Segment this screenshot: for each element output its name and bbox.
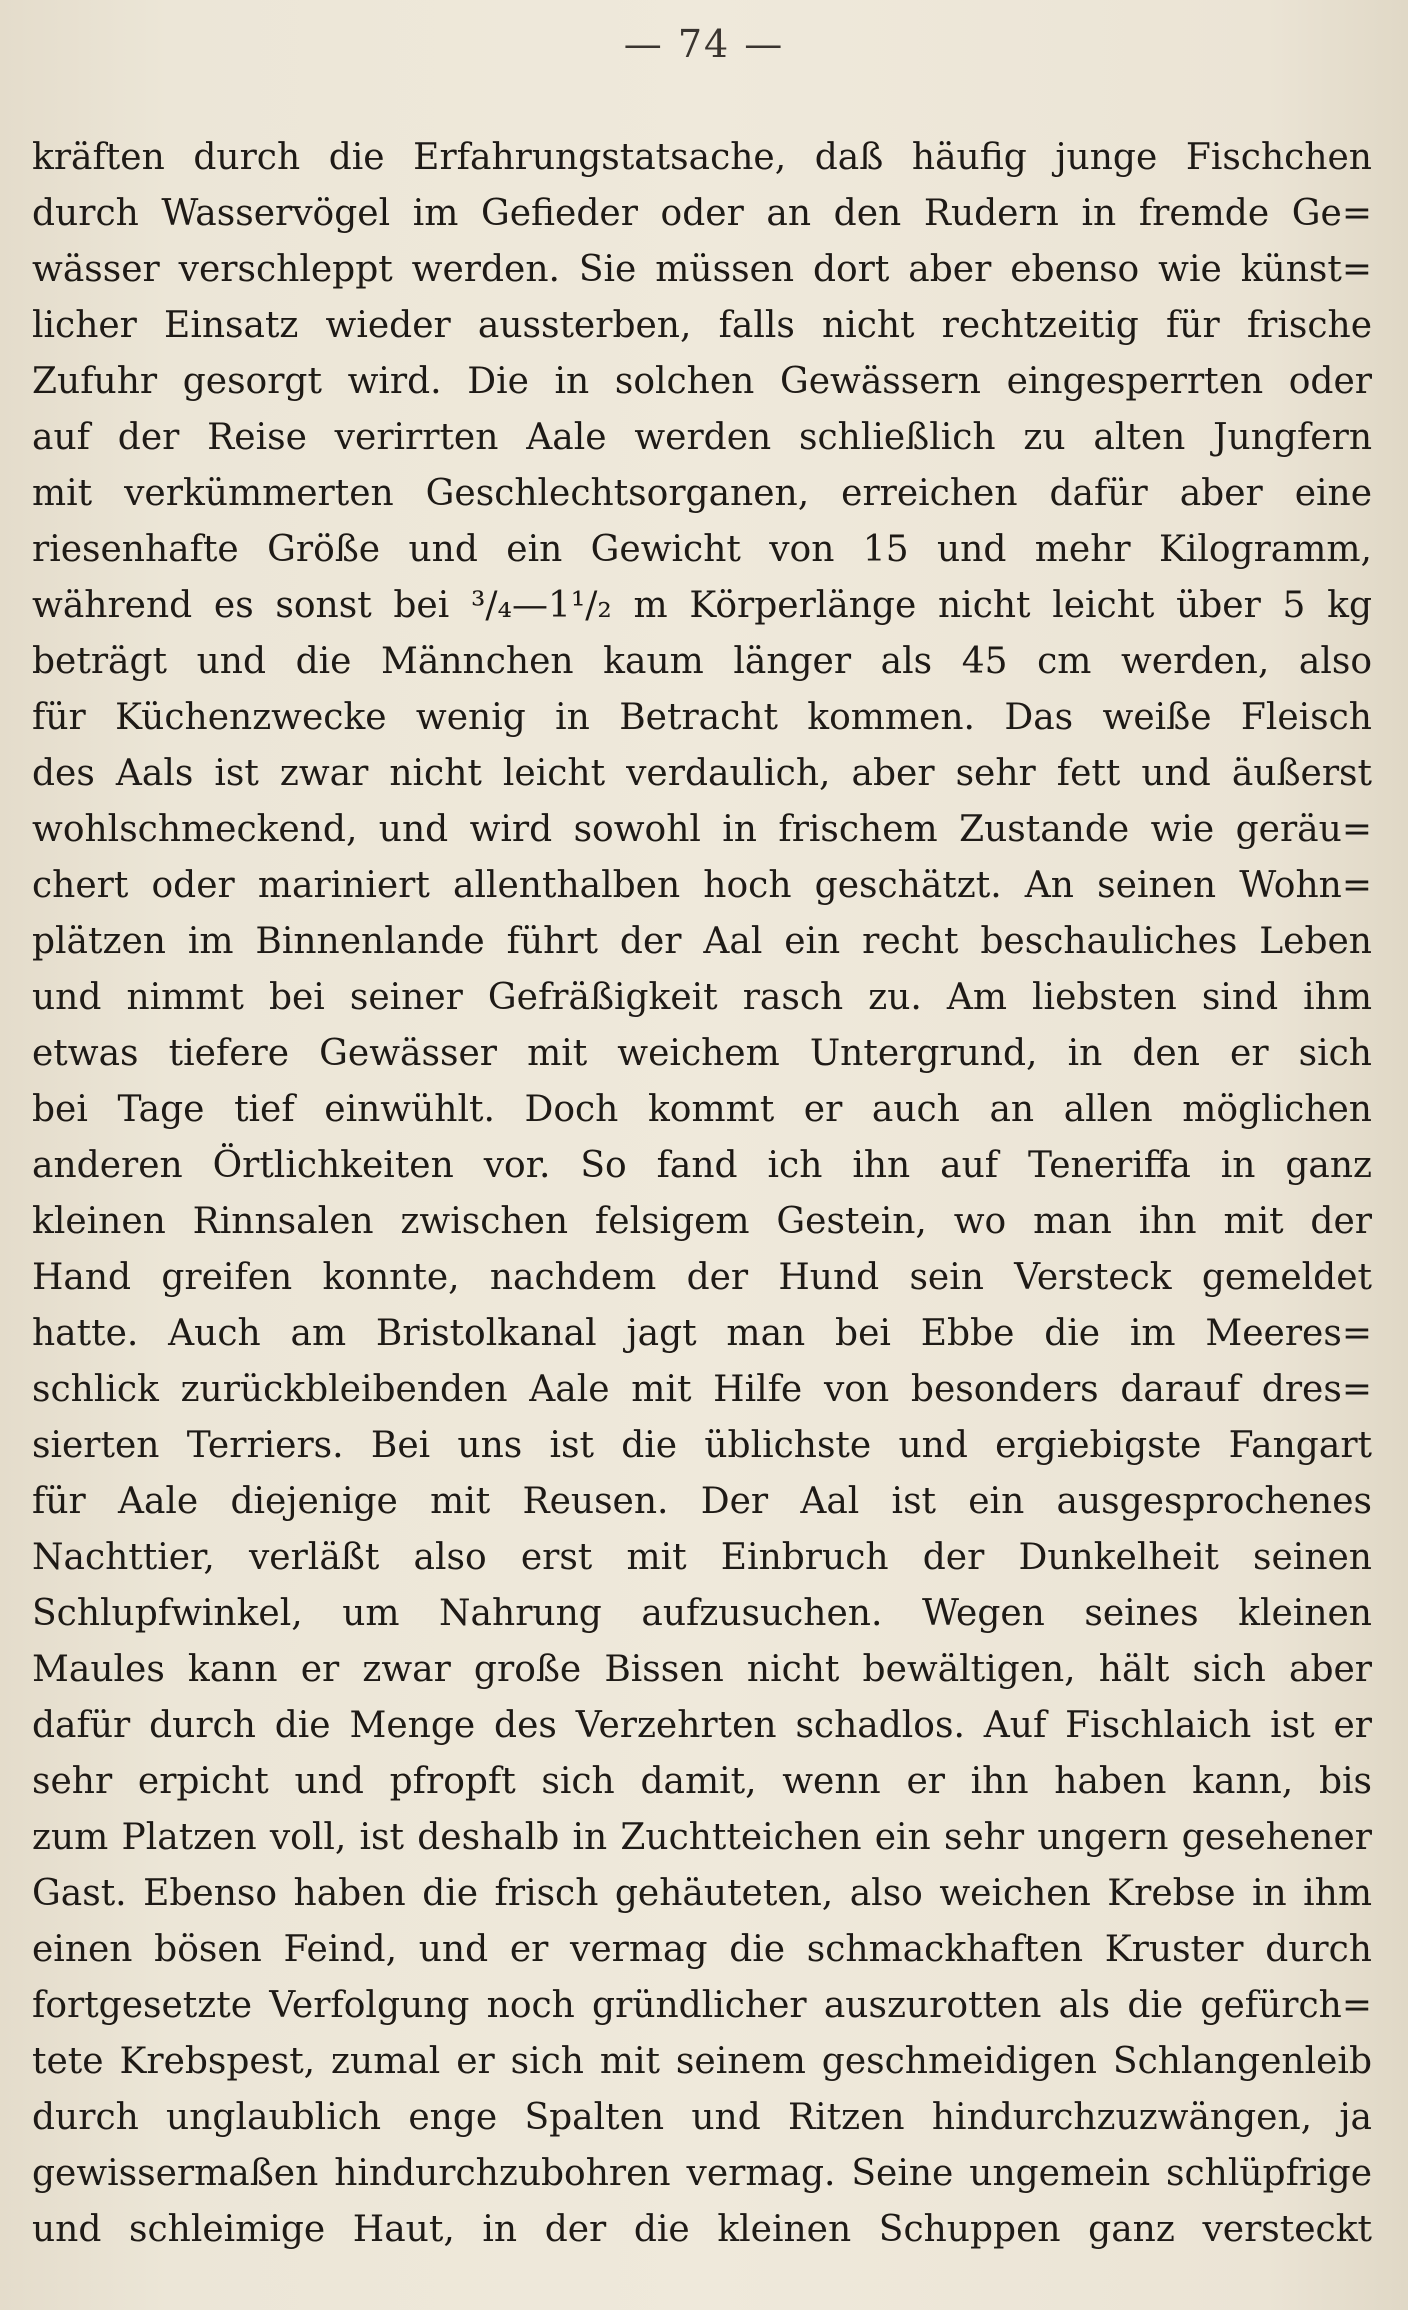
text-line: chert oder mariniert allenthalben hoch geschätzt. An seinen Wohn= [32, 865, 1372, 906]
text-line: beträgt und die Männchen kaum länger als 45 cm werden, also [32, 641, 1372, 682]
text-line: einen bösen Feind, und er vermag die schmackhaften Kruster durch [32, 1929, 1372, 1970]
text-line: Hand greifen konnte, nachdem der Hund sein Versteck gemeldet [32, 1257, 1372, 1298]
text-line: licher Einsatz wieder aussterben, falls nicht rechtzeitig für frische [32, 305, 1372, 346]
text-line: für Aale diejenige mit Reusen. Der Aal ist ein ausgesprochenes [32, 1481, 1372, 1522]
text-line: Nachttier, verläßt also erst mit Einbruch der Dunkelheit seinen [32, 1537, 1372, 1578]
text-line: bei Tage tief einwühlt. Doch kommt er auch an allen möglichen [32, 1089, 1372, 1130]
text-line: tete Krebspest, zumal er sich mit seinem geschmeidigen Schlangenleib [32, 2041, 1372, 2082]
page-number: — 74 — [623, 22, 785, 66]
text-line: wässer verschleppt werden. Sie müssen dort aber ebenso wie künst= [32, 249, 1372, 290]
text-line: Schlupfwinkel, um Nahrung aufzusuchen. Wegen seines kleinen [32, 1593, 1372, 1634]
text-line: mit verkümmerten Geschlechtsorganen, erreichen dafür aber eine [32, 473, 1372, 514]
text-line: des Aals ist zwar nicht leicht verdaulich, aber sehr fett und äußerst [32, 753, 1372, 794]
text-line: sehr erpicht und pfropft sich damit, wenn er ihn haben kann, bis [32, 1761, 1372, 1802]
text-line: riesenhafte Größe und ein Gewicht von 15 und mehr Kilogramm, [32, 529, 1372, 570]
text-line: zum Platzen voll, ist deshalb in Zuchtteichen ein sehr ungern gesehener [32, 1817, 1372, 1858]
text-line: durch unglaublich enge Spalten und Ritzen hindurchzuzwängen, ja [32, 2097, 1372, 2138]
text-line: durch Wasservögel im Gefieder oder an den Rudern in fremde Ge= [32, 193, 1372, 234]
text-line: etwas tiefere Gewässer mit weichem Untergrund, in den er sich [32, 1033, 1372, 1074]
text-line: während es sonst bei ³/₄—1¹/₂ m Körperlänge nicht leicht über 5 kg [32, 585, 1372, 626]
text-line: plätzen im Binnenlande führt der Aal ein recht beschauliches Leben [32, 921, 1372, 962]
text-line: fortgesetzte Verfolgung noch gründlicher auszurotten als die gefürch= [32, 1985, 1372, 2026]
text-line: und schleimige Haut, in der die kleinen Schuppen ganz versteckt [32, 2209, 1372, 2250]
text-line: anderen Örtlichkeiten vor. So fand ich ihn auf Teneriffa in ganz [32, 1145, 1372, 1186]
text-line: hatte. Auch am Bristolkanal jagt man bei Ebbe die im Meeres= [32, 1313, 1372, 1354]
text-line: auf der Reise verirrten Aale werden schließlich zu alten Jungfern [32, 417, 1372, 458]
text-line: wohlschmeckend, und wird sowohl in frischem Zustande wie geräu= [32, 809, 1372, 850]
text-line: kleinen Rinnsalen zwischen felsigem Gestein, wo man ihn mit der [32, 1201, 1372, 1242]
body-text [32, 130, 1372, 2258]
text-line: dafür durch die Menge des Verzehrten schadlos. Auf Fischlaich ist er [32, 1705, 1372, 1746]
text-line: sierten Terriers. Bei uns ist die üblichste und ergiebigste Fangart [32, 1425, 1372, 1466]
text-line: gewissermaßen hindurchzubohren vermag. Seine ungemein schlüpfrige [32, 2153, 1372, 2194]
text-line: für Küchenzwecke wenig in Betracht kommen. Das weiße Fleisch [32, 697, 1372, 738]
text-line: und nimmt bei seiner Gefräßigkeit rasch zu. Am liebsten sind ihm [32, 977, 1372, 1018]
text-line: Gast. Ebenso haben die frisch gehäuteten, also weichen Krebse in ihm [32, 1873, 1372, 1914]
text-line: kräften durch die Erfahrungstatsache, daß häufig junge Fischchen [32, 137, 1372, 178]
text-line: Maules kann er zwar große Bissen nicht bewältigen, hält sich aber [32, 1649, 1372, 1690]
text-line: schlick zurückbleibenden Aale mit Hilfe von besonders darauf dres= [32, 1369, 1372, 1410]
text-line: Zufuhr gesorgt wird. Die in solchen Gewässern eingesperrten oder [32, 361, 1372, 402]
